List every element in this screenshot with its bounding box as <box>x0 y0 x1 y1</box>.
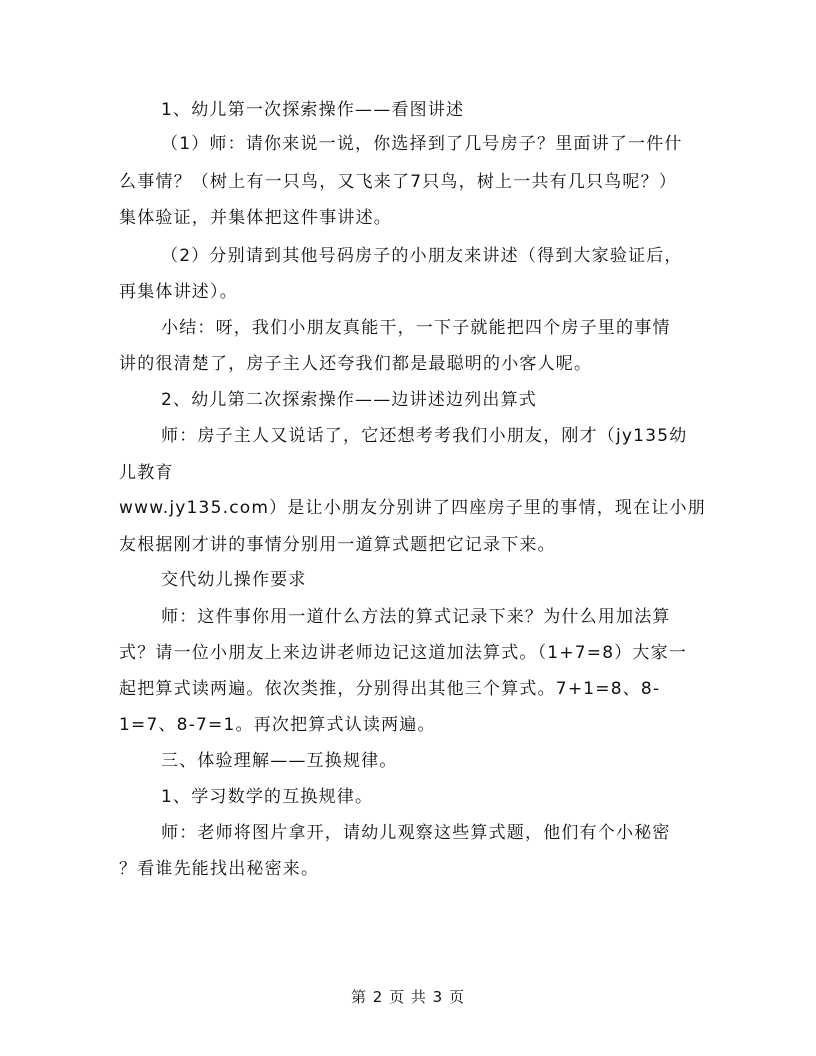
text-line: 讲的很清楚了，房子主人还夸我们都是最聪明的小客人呢。 <box>119 354 593 374</box>
text-line: 交代幼儿操作要求 <box>161 570 307 590</box>
text-line: 式？请一位小朋友上来边讲老师边记这道加法算式。（1+7=8）大家一 <box>119 643 688 663</box>
text-line: ？看谁先能找出秘密来。 <box>119 859 320 879</box>
text-line: 友根据刚才讲的事情分别用一道算式题把它记录下来。 <box>119 535 556 555</box>
text-line: （1）师：请你来说一说，你选择到了几号房子？里面讲了一件什 <box>161 134 683 154</box>
text-line: 再集体讲述）。 <box>119 282 238 302</box>
text-line: 师：房子主人又说话了，它还想考考我们小朋友，刚才（jy135幼 <box>161 426 688 446</box>
text-line: 小结：呀，我们小朋友真能干，一下子就能把四个房子里的事情 <box>161 318 671 338</box>
page-number-footer: 第 2 页 共 3 页 <box>351 988 465 1006</box>
text-line: 1、学习数学的互换规律。 <box>161 787 374 807</box>
text-line: 师：这件事你用一道什么方法的算式记录下来？为什么用加法算 <box>161 607 671 627</box>
text-line: 2、幼儿第二次探索操作——边讲述边列出算式 <box>161 390 538 410</box>
text-line: 么事情？（树上有一只鸟，又飞来了7只鸟，树上一共有几只鸟呢？） <box>119 172 678 192</box>
text-line: www.jy135.com）是让小朋友分别讲了四座房子里的事情，现在让小朋 <box>119 498 706 518</box>
text-line: 1=7、8-7=1。再次把算式认读两遍。 <box>119 715 436 735</box>
text-line: 1、幼儿第一次探索操作——看图讲述 <box>161 100 465 120</box>
text-line: 师：老师将图片拿开，请幼儿观察这些算式题，他们有个小秘密 <box>161 823 671 843</box>
text-line: 起把算式读两遍。依次类推，分别得出其他三个算式。7+1=8、8- <box>119 679 661 699</box>
text-line: 集体验证，并集体把这件事讲述。 <box>119 208 392 228</box>
text-line: 儿教育 <box>119 463 174 483</box>
text-line: （2）分别请到其他号码房子的小朋友来讲述（得到大家验证后， <box>161 246 683 266</box>
text-line: 三、体验理解——互换规律。 <box>161 751 398 771</box>
